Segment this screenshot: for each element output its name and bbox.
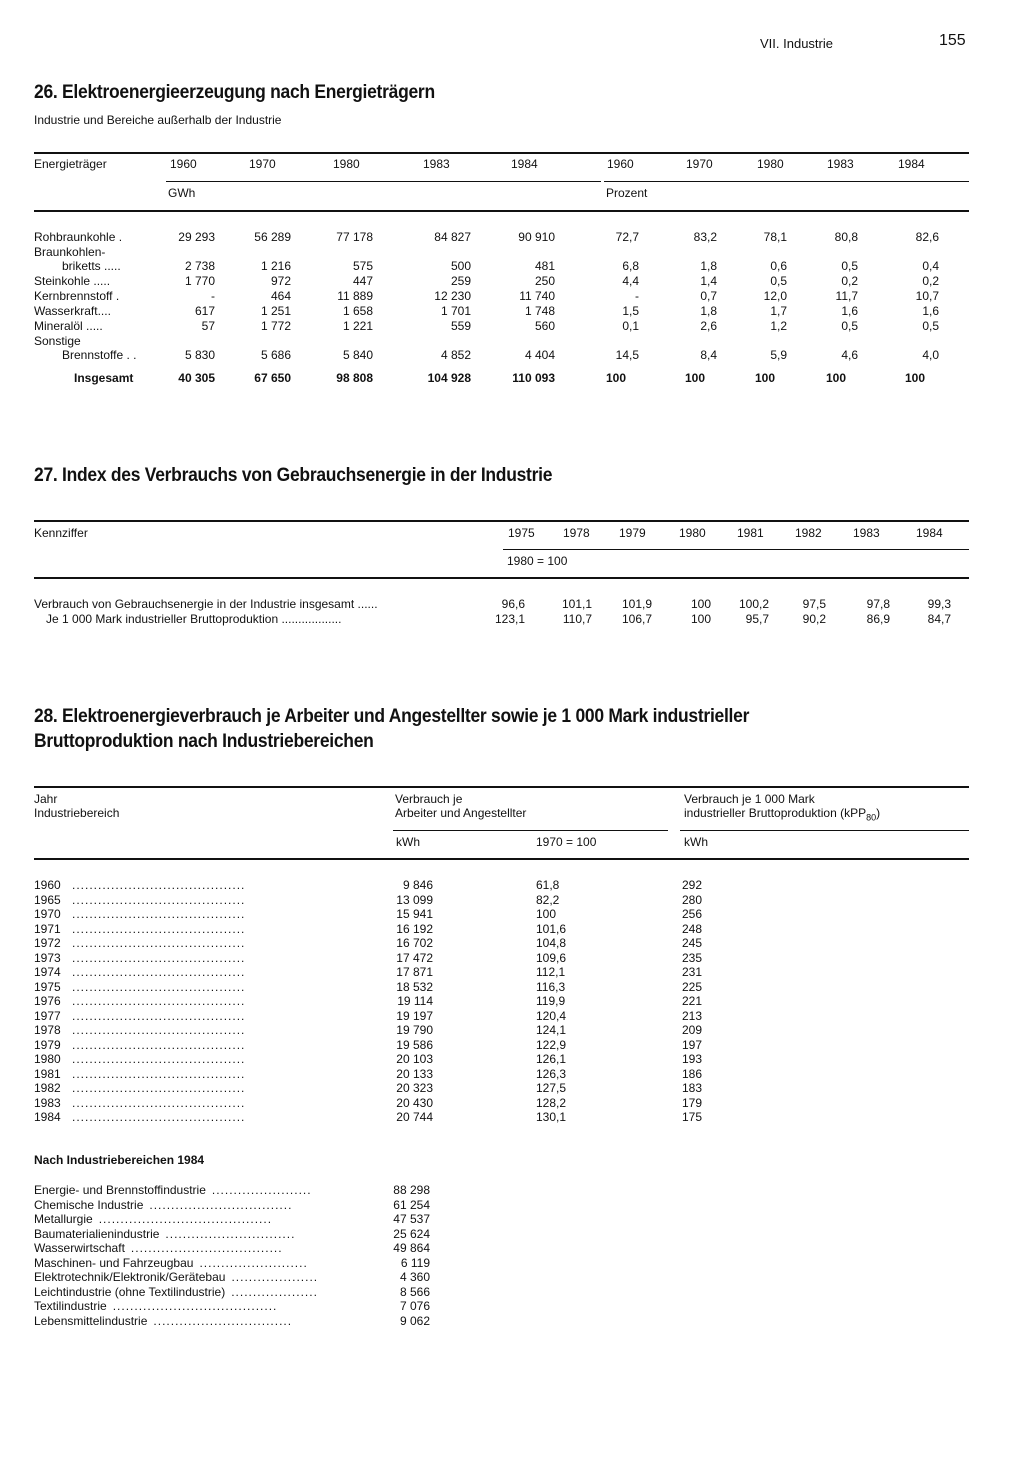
year-header: 1975 [508, 526, 535, 540]
table-27-base: 1980 = 100 [507, 554, 568, 568]
leader-dots: ........................................ [72, 1008, 246, 1023]
year-label: 1971 [34, 921, 61, 936]
table-cell: 447 [352, 274, 373, 288]
leader-dots: ................................... [130, 1241, 283, 1255]
table-28-unit-kwh2: kWh [684, 835, 708, 849]
year-header: 1980 [333, 157, 360, 171]
table-cell: 972 [270, 274, 291, 288]
table-28-branches-title: Nach Industriebereichen 1984 [34, 1153, 205, 1167]
table-cell: 84 827 [434, 230, 471, 244]
table-cell: 124,1 [536, 1023, 567, 1037]
table-cell: 14,5 [615, 348, 639, 362]
table-cell: 12 230 [434, 289, 471, 303]
table-cell: 78,1 [763, 230, 787, 244]
table-cell: 5 830 [184, 348, 215, 362]
leader-dots: ................................. [149, 1197, 293, 1212]
table-cell: 18 532 [396, 979, 433, 994]
table-cell: 19 114 [397, 994, 433, 1008]
table-cell: 47 537 [393, 1212, 430, 1226]
leader-dots: ................................ [153, 1313, 293, 1328]
year-header: 1981 [737, 526, 764, 540]
year-header: 1983 [827, 157, 854, 171]
table-cell: 61 254 [393, 1197, 430, 1212]
row-label: Braunkohlen- [34, 245, 106, 259]
table-cell: 95,7 [745, 612, 769, 626]
table-cell: 100 [690, 597, 711, 611]
leader-dots: ...................................... [112, 1299, 278, 1313]
table-cell: 4,6 [841, 348, 858, 362]
total-cell: 110 093 [512, 371, 555, 385]
table-cell: 1 251 [260, 304, 291, 318]
table-cell: 122,9 [536, 1037, 567, 1052]
table-cell: 126,1 [536, 1052, 567, 1066]
table-cell: 231 [682, 965, 703, 979]
table-cell: 1,2 [770, 319, 787, 333]
year-header: 1960 [170, 157, 197, 171]
table-cell: 19 197 [396, 1008, 433, 1023]
table-28-title-line1: 28. Elektroenergieverbrauch je Arbeiter und Angestellter sowie je 1 000 Mark industrieller [34, 706, 750, 727]
table-cell: 5,9 [770, 348, 787, 362]
table-cell: 1,4 [700, 274, 717, 288]
year-label: 1984 [34, 1110, 61, 1124]
table-cell: 80,8 [834, 230, 858, 244]
table-cell: 175 [682, 1110, 703, 1124]
table-cell: 559 [450, 319, 471, 333]
table-cell: 86,9 [866, 612, 890, 626]
table-cell: 72,7 [615, 230, 639, 244]
table-cell: 97,5 [802, 597, 826, 611]
row-label: Steinkohle ..... [34, 274, 111, 288]
table-cell: 186 [682, 1066, 703, 1081]
leader-dots: ........................................ [72, 921, 246, 936]
year-header: 1983 [423, 157, 450, 171]
table-cell: 127,5 [536, 1081, 567, 1095]
table-cell: 197 [682, 1037, 703, 1052]
table-28-col3-line2: industrieller Bruttoproduktion (kPP$_{80}$) [684, 806, 881, 823]
table-cell: 128,2 [536, 1095, 567, 1110]
year-header: 1982 [795, 526, 822, 540]
table-cell: 481 [534, 259, 555, 273]
table-27-col-label: Kennziffer [34, 526, 88, 540]
table-cell: 1,5 [622, 304, 639, 318]
total-label: Insgesamt [74, 371, 134, 385]
table-cell: 11 740 [519, 289, 555, 303]
year-label: 1979 [34, 1037, 61, 1052]
table-cell: 0,1 [622, 319, 639, 333]
page-section: VII. Industrie [760, 36, 833, 51]
branch-label: Wasserwirtschaft [34, 1241, 125, 1255]
table-cell: 1 772 [260, 319, 291, 333]
table-cell: 116,3 [536, 979, 566, 994]
leader-dots: ........................................ [72, 1081, 246, 1095]
table-cell: 130,1 [536, 1110, 567, 1124]
table-28-col3-line1: Verbrauch je 1 000 Mark [684, 792, 815, 806]
table-cell: 213 [682, 1008, 703, 1023]
table-cell: - [635, 289, 639, 303]
table-cell: 0,5 [770, 274, 787, 288]
table-cell: 1,7 [770, 304, 787, 318]
table-cell: 259 [450, 274, 471, 288]
table-26-unit-gwh: GWh [168, 186, 196, 200]
year-label: 1983 [34, 1095, 61, 1110]
year-header: 1970 [686, 157, 713, 171]
table-26-title: 26. Elektroenergieerzeugung nach Energieträgern [34, 82, 435, 103]
table-28-unit-kwh: kWh [396, 835, 420, 849]
branch-label: Baumaterialienindustrie [34, 1226, 160, 1241]
table-28-col3-subscript: 80 [866, 812, 877, 823]
table-cell: 0,7 [700, 289, 717, 303]
table-cell: 235 [682, 950, 703, 965]
table-cell: 82,6 [915, 230, 939, 244]
table-cell: 88 298 [393, 1183, 430, 1197]
table-cell: 20 103 [396, 1052, 433, 1066]
leader-dots: ........................................ [72, 1095, 246, 1110]
table-cell: 56 289 [254, 230, 291, 244]
table-cell: 20 430 [396, 1095, 433, 1110]
table-cell: 4 360 [399, 1270, 430, 1284]
table-cell: 110,7 [562, 612, 592, 626]
table-cell: 1,6 [841, 304, 858, 318]
row-label: briketts ..... [62, 259, 121, 273]
table-cell: 101,6 [536, 921, 567, 936]
table-cell: 11 889 [337, 289, 373, 303]
table-27-header-bottom-rule [34, 577, 969, 579]
table-cell: 119,9 [536, 994, 566, 1008]
table-cell: 90 910 [518, 230, 555, 244]
table-cell: 1 658 [342, 304, 373, 318]
table-28-top-rule [34, 786, 969, 788]
year-label: 1982 [34, 1081, 61, 1095]
table-cell: 245 [682, 936, 703, 950]
table-cell: 11,7 [835, 289, 858, 303]
total-cell: 100 [905, 371, 926, 385]
table-27-title: 27. Index des Verbrauchs von Gebrauchsenergie in der Industrie [34, 465, 553, 486]
table-26-col-label: Energieträger [34, 157, 107, 171]
year-header: 1970 [249, 157, 276, 171]
table-cell: 193 [682, 1052, 703, 1066]
leader-dots: ......................... [199, 1255, 308, 1270]
leader-dots: .............................. [165, 1226, 296, 1241]
table-cell: 256 [682, 907, 703, 921]
table-cell: 19 586 [396, 1037, 433, 1052]
table-cell: 29 293 [178, 230, 215, 244]
leader-dots: ........................................ [72, 1023, 246, 1037]
year-header: 1979 [619, 526, 646, 540]
year-header: 1984 [511, 157, 538, 171]
table-cell: 280 [682, 892, 703, 907]
table-cell: 0,4 [922, 259, 939, 273]
year-label: 1978 [34, 1023, 61, 1037]
leader-dots: ........................................ [72, 907, 246, 921]
table-cell: 61,8 [536, 878, 560, 892]
table-cell: 1 701 [440, 304, 471, 318]
leader-dots: ........................................ [72, 979, 246, 994]
table-cell: 1,8 [700, 304, 717, 318]
table-cell: 104,8 [536, 936, 567, 950]
leader-dots: ........................................ [72, 1037, 246, 1052]
table-cell: 1 748 [524, 304, 555, 318]
table-cell: 97,8 [866, 597, 890, 611]
table-cell: 20 744 [396, 1110, 433, 1124]
total-cell: 98 808 [336, 371, 373, 385]
row-label: Kernbrennstoff . [34, 289, 120, 303]
table-cell: 106,7 [621, 612, 652, 626]
table-cell: 0,5 [922, 319, 939, 333]
table-cell: 500 [450, 259, 471, 273]
table-cell: 4 404 [524, 348, 555, 362]
table-cell: 250 [534, 274, 555, 288]
table-cell: 101,9 [621, 597, 652, 611]
table-cell: 1,6 [922, 304, 939, 318]
table-cell: 120,4 [536, 1008, 567, 1023]
table-cell: 225 [682, 979, 703, 994]
table-cell: 123,1 [494, 612, 525, 626]
table-26-top-rule [34, 152, 969, 154]
branch-label: Lebensmittelindustrie [34, 1313, 148, 1328]
table-cell: 248 [682, 921, 703, 936]
row-label: Rohbraunkohle . [34, 230, 123, 244]
table-cell: 1 770 [184, 274, 215, 288]
table-cell: 464 [270, 289, 291, 303]
leader-dots: ........................................ [72, 936, 246, 950]
table-cell: 17 871 [396, 965, 433, 979]
leader-dots: ........................................ [72, 965, 246, 979]
table-cell: 183 [682, 1081, 703, 1095]
leader-dots: ........................................ [72, 1052, 246, 1066]
table-cell: 16 702 [396, 936, 433, 950]
table-28-unit-index: 1970 = 100 [536, 835, 597, 849]
year-label: 1970 [34, 907, 61, 921]
table-cell: 292 [682, 878, 703, 892]
table-cell: 0,5 [841, 259, 858, 273]
total-cell: 100 [606, 371, 627, 385]
table-cell: 15 941 [396, 907, 433, 921]
leader-dots: ........................................ [98, 1212, 273, 1226]
year-label: 1977 [34, 1008, 61, 1023]
table-cell: 13 099 [396, 892, 433, 907]
leader-dots: .................... [231, 1284, 318, 1299]
year-label: 1973 [34, 950, 61, 965]
table-cell: 82,2 [536, 892, 560, 907]
row-label: Mineralöl ..... [34, 319, 103, 333]
table-cell: 20 323 [396, 1081, 433, 1095]
table-cell: 17 472 [396, 950, 433, 965]
table-cell: 57 [201, 319, 215, 333]
table-cell: - [211, 289, 215, 303]
leader-dots: ........................................ [72, 878, 246, 892]
table-26-unit-rule-abs [166, 181, 601, 182]
table-cell: 16 192 [396, 921, 433, 936]
table-cell: 5 686 [260, 348, 291, 362]
branch-label: Metallurgie [34, 1212, 93, 1226]
table-cell: 617 [194, 304, 215, 318]
year-label: 1981 [34, 1066, 61, 1081]
table-cell: 109,6 [536, 950, 567, 965]
table-28-col1-line1: Jahr [34, 792, 58, 806]
branch-label: Energie- und Brennstoffindustrie [34, 1183, 206, 1197]
year-label: 1980 [34, 1052, 61, 1066]
branch-label: Elektrotechnik/Elektronik/Gerätebau [34, 1270, 226, 1284]
table-cell: 4 852 [440, 348, 471, 362]
leader-dots: ........................................ [72, 892, 246, 907]
total-cell: 67 650 [254, 371, 291, 385]
year-label: 1960 [34, 878, 61, 892]
table-cell: 1 216 [260, 259, 291, 273]
table-cell: 83,2 [693, 230, 717, 244]
row-label: Brennstoffe . . [62, 348, 137, 362]
row-label: Sonstige [34, 334, 81, 348]
table-cell: 209 [682, 1023, 703, 1037]
table-28-unit-rule-b [680, 830, 969, 831]
year-header: 1978 [563, 526, 590, 540]
year-header: 1983 [853, 526, 880, 540]
table-cell: 25 624 [393, 1226, 430, 1241]
table-cell: 126,3 [536, 1066, 567, 1081]
table-cell: 1 221 [342, 319, 373, 333]
table-cell: 221 [682, 994, 703, 1008]
year-label: 1972 [34, 936, 61, 950]
total-cell: 100 [685, 371, 706, 385]
table-cell: 4,0 [922, 348, 939, 362]
table-26-unit-prozent: Prozent [606, 186, 648, 200]
table-cell: 19 790 [396, 1023, 433, 1037]
table-28-header-bottom-rule [34, 858, 969, 860]
table-cell: 2 738 [184, 259, 215, 273]
table-28-col2-line1: Verbrauch je [395, 792, 463, 806]
table-cell: 112,1 [536, 965, 566, 979]
table-cell: 0,2 [841, 274, 858, 288]
table-28-col1-line2: Industriebereich [34, 806, 120, 820]
table-cell: 20 133 [396, 1066, 433, 1081]
table-cell: 10,7 [915, 289, 939, 303]
branch-label: Chemische Industrie [34, 1197, 144, 1212]
table-cell: 0,2 [922, 274, 939, 288]
table-cell: 77 178 [336, 230, 373, 244]
table-cell: 8 566 [399, 1284, 430, 1299]
leader-dots: ........................................ [72, 1066, 246, 1081]
leader-dots: ........................................ [72, 994, 246, 1008]
branch-label: Textilindustrie [34, 1299, 107, 1313]
leader-dots: ....................... [211, 1183, 312, 1197]
table-cell: 9 062 [399, 1313, 430, 1328]
table-cell: 84,7 [927, 612, 951, 626]
leader-dots: ........................................ [72, 1110, 246, 1124]
table-cell: 8,4 [700, 348, 717, 362]
branch-label: Maschinen- und Fahrzeugbau [34, 1255, 194, 1270]
table-cell: 179 [682, 1095, 703, 1110]
page-number: 155 [939, 32, 966, 49]
year-header: 1980 [757, 157, 784, 171]
table-cell: 1,8 [700, 259, 717, 273]
year-label: 1976 [34, 994, 61, 1008]
table-cell: 12,0 [763, 289, 787, 303]
table-cell: 0,6 [770, 259, 787, 273]
table-cell: 560 [534, 319, 555, 333]
year-label: 1974 [34, 965, 61, 979]
table-28-unit-rule-a [393, 830, 668, 831]
table-26-subtitle: Industrie und Bereiche außerhalb der Industrie [34, 113, 282, 127]
total-cell: 104 928 [427, 371, 471, 385]
table-cell: 99,3 [927, 597, 951, 611]
total-cell: 40 305 [178, 371, 215, 385]
year-label: 1975 [34, 979, 61, 994]
table-28-col2-line2: Arbeiter und Angestellter [395, 806, 527, 820]
table-cell: 100 [536, 907, 557, 921]
leader-dots: .................... [231, 1270, 319, 1284]
row-label: Verbrauch von Gebrauchsenergie in der Industrie insgesamt ...... [34, 597, 378, 611]
leader-dots: ........................................ [72, 950, 246, 965]
table-cell: 7 076 [399, 1299, 430, 1313]
year-label: 1965 [34, 892, 61, 907]
table-cell: 2,6 [700, 319, 717, 333]
table-28-title-line2: Bruttoproduktion nach Industriebereichen [34, 731, 374, 752]
year-header: 1960 [607, 157, 634, 171]
table-cell: 90,2 [802, 612, 826, 626]
table-27-base-rule [503, 549, 969, 550]
table-cell: 96,6 [501, 597, 525, 611]
branch-label: Leichtindustrie (ohne Textilindustrie) [34, 1284, 226, 1299]
table-cell: 0,5 [841, 319, 858, 333]
table-cell: 100 [690, 612, 711, 626]
table-cell: 49 864 [393, 1241, 430, 1255]
table-cell: 101,1 [561, 597, 592, 611]
year-header: 1984 [916, 526, 943, 540]
total-cell: 100 [755, 371, 776, 385]
table-cell: 4,4 [622, 274, 639, 288]
row-label: Wasserkraft.... [34, 304, 111, 318]
table-cell: 575 [352, 259, 373, 273]
year-header: 1984 [898, 157, 925, 171]
table-cell: 6 119 [400, 1255, 430, 1270]
table-cell: 100,2 [738, 597, 769, 611]
year-header: 1980 [679, 526, 706, 540]
row-label: Je 1 000 Mark industrieller Bruttoproduktion .................. [46, 612, 342, 626]
table-cell: 5 840 [342, 348, 373, 362]
table-cell: 9 846 [402, 878, 433, 892]
table-26-header-bottom-rule [34, 210, 969, 212]
table-cell: 6,8 [622, 259, 639, 273]
table-27-top-rule [34, 520, 969, 522]
table-26-unit-rule-pct [604, 181, 969, 182]
total-cell: 100 [826, 371, 847, 385]
